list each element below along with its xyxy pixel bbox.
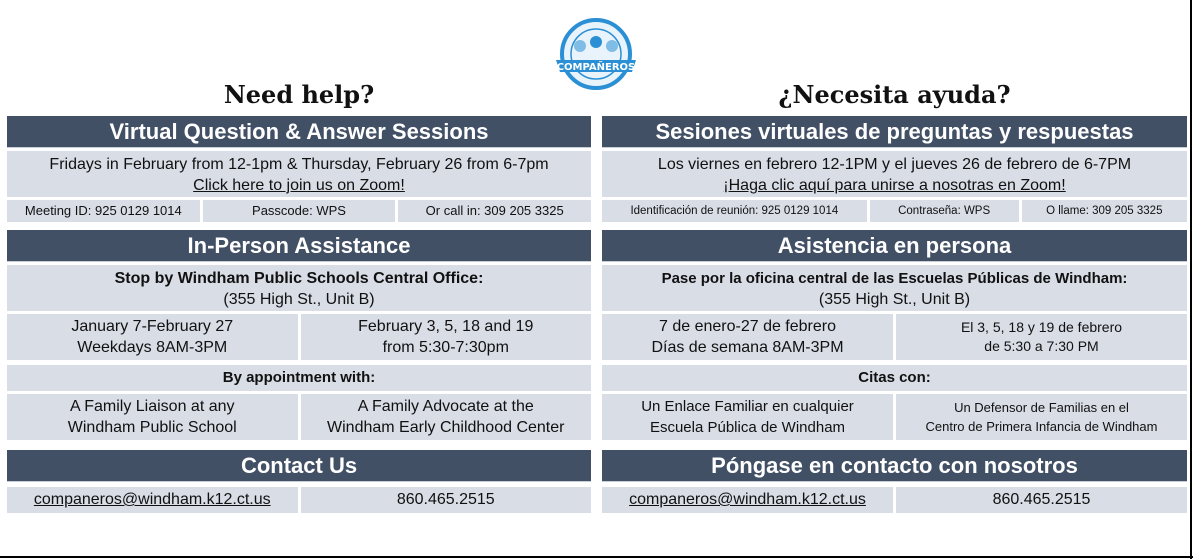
contact-phone-es: 860.465.2515 <box>896 487 1187 513</box>
advocate-line2: Windham Early Childhood Center <box>327 419 565 436</box>
in-person-header: In-Person Assistance <box>7 230 591 262</box>
contact-email-link[interactable]: companeros@windham.k12.ct.us <box>33 491 271 508</box>
contact-header: Contact Us <box>7 450 591 482</box>
zoom-join-link-es[interactable]: ¡Haga clic aquí para unirse a nosotras en Zoom! <box>723 177 1066 194</box>
liaison-line2: Windham Public School <box>67 419 237 436</box>
central-office-info-es <box>602 265 1187 311</box>
virtual-sessions-header: Virtual Question & Answer Sessions <box>7 116 591 148</box>
hours-evenings-line1: February 3, 5, 18 and 19 <box>358 318 534 335</box>
page-border-right <box>1190 0 1192 559</box>
page-border-bottom <box>0 556 1193 558</box>
passcode-es: Contraseña: WPS <box>870 200 1019 222</box>
meeting-id: Meeting ID: 925 0129 1014 <box>7 200 200 222</box>
call-in-number: Or call in: 309 205 3325 <box>398 200 591 222</box>
appointment-label-es: Citas con: <box>602 365 1187 391</box>
advocate-line1: A Family Advocate at the <box>357 398 534 415</box>
appointment-family-advocate-es <box>896 394 1187 440</box>
appointment-family-liaison-es <box>602 394 893 440</box>
appointment-label: By appointment with: <box>7 365 591 391</box>
hours-evenings-es <box>896 314 1187 360</box>
english-column <box>7 74 591 513</box>
hours-evenings <box>301 314 592 360</box>
call-in-number-es: O llame: 309 205 3325 <box>1022 200 1187 222</box>
hours-evenings-line2-es: de 5:30 a 7:30 PM <box>984 338 1099 354</box>
advocate-line1-es: Un Defensor de Familias en el <box>954 400 1129 415</box>
virtual-sessions-info-es <box>602 151 1187 197</box>
office-title-es: Pase por la oficina central de las Escuelas Públicas de Windham: <box>661 270 1128 287</box>
svg-text:COMPAÑEROS: COMPAÑEROS <box>556 62 636 73</box>
contact-header-es: Póngase en contacto con nosotros <box>602 450 1187 482</box>
passcode: Passcode: WPS <box>203 200 396 222</box>
hours-weekdays-line1-es: 7 de enero-27 de febrero <box>658 318 836 335</box>
liaison-line1-es: Un Enlace Familiar en cualquier <box>641 398 854 415</box>
office-address: (355 High St., Unit B) <box>223 291 375 308</box>
hours-evenings-line1-es: El 3, 5, 18 y 19 de febrero <box>960 319 1123 335</box>
hours-weekdays-line2: Weekdays 8AM-3PM <box>77 339 228 356</box>
meeting-id-es: Identificación de reunión: 925 0129 1014 <box>602 200 867 222</box>
spanish-column <box>602 74 1187 513</box>
in-person-header-es: Asistencia en persona <box>602 230 1187 262</box>
liaison-line1: A Family Liaison at any <box>69 398 235 415</box>
office-title: Stop by Windham Public Schools Central Office: <box>114 270 484 287</box>
hours-weekdays-es <box>602 314 893 360</box>
zoom-join-link[interactable]: Click here to join us on Zoom! <box>193 177 405 194</box>
appointment-family-advocate <box>301 394 592 440</box>
liaison-line2-es: Escuela Pública de Windham <box>649 419 846 436</box>
office-address-es: (355 High St., Unit B) <box>818 291 971 308</box>
hours-weekdays-line2-es: Días de semana 8AM-3PM <box>651 339 844 356</box>
schedule-text-es: Los viernes en febrero 12-1PM y el jueves 26 de febrero de 6-7PM <box>657 156 1132 173</box>
hours-weekdays-line1: January 7-February 27 <box>71 318 234 335</box>
hours-evenings-line2: from 5:30-7:30pm <box>382 339 509 356</box>
page-title-spanish: ¿Necesita ayuda? <box>778 80 1011 109</box>
schedule-text: Fridays in February from 12-1pm & Thursday, February 26 from 6-7pm <box>49 156 549 173</box>
virtual-sessions-header-es: Sesiones virtuales de preguntas y respuestas <box>602 116 1187 148</box>
virtual-sessions-info <box>7 151 591 197</box>
hours-weekdays <box>7 314 298 360</box>
page-title-english: Need help? <box>223 80 375 109</box>
contact-phone: 860.465.2515 <box>301 487 592 513</box>
appointment-family-liaison <box>7 394 298 440</box>
central-office-info <box>7 265 591 311</box>
contact-email-link-es[interactable]: companeros@windham.k12.ct.us <box>629 491 866 508</box>
advocate-line2-es: Centro de Primera Infancia de Windham <box>925 419 1158 434</box>
